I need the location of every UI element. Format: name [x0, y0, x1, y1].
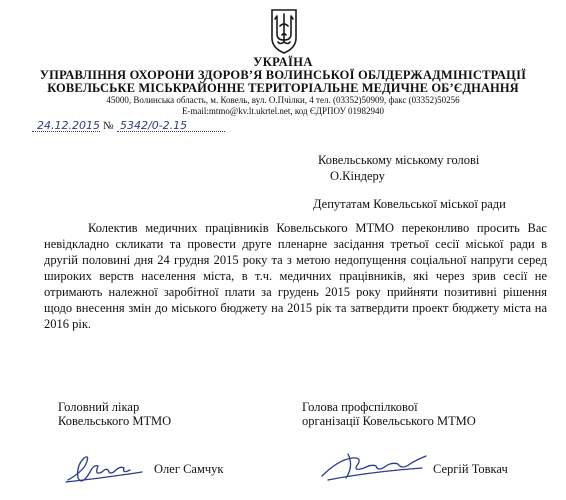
- registration-number-label: №: [103, 120, 114, 132]
- signatory-left-title: Головний лікар: [58, 400, 140, 414]
- addressee-mayor: Ковельському міському голові: [318, 153, 480, 167]
- addressee-deputies: Депутатам Ковельської міської ради: [313, 197, 506, 211]
- header-organization: КОВЕЛЬСЬКЕ МІСЬКРАЙОННЕ ТЕРИТОРІАЛЬНЕ МЕДИЧНЕ ОБ’ЄДНАННЯ: [47, 81, 519, 95]
- signatory-right-organization: організації Ковельського МТМО: [302, 414, 476, 428]
- registration-number: 5342/0-2.15: [120, 119, 188, 132]
- addressee-mayor-name: О.Кіндеру: [330, 169, 385, 183]
- registration-date: 24.12.2015: [37, 119, 100, 132]
- header-email: E-mail:mtmo@kv.lt.ukrtel.net, код ЄДРПОУ 01982940: [181, 106, 385, 116]
- header-address: 45000, Волинська область, м. Ковель, вул. О.Пчілки, 4 тел. (03352)50909, факс (03352)50256: [106, 95, 460, 105]
- signatory-right-title: Голова профспілкової: [302, 400, 418, 414]
- signature-left-image: [64, 442, 144, 488]
- signatory-left-name: Олег Самчук: [154, 462, 224, 476]
- letter-paragraph: Колектив медичних працівників Ковельського МТМО переконливо просить Вас невідкладно скликати та провести друге пленарне засідання третьої сесії міської ради в другій половині дня 24 грудня 2015 року та з метою недопущення соціальної напруги серед широких верств населення міста, в т.ч. медичних працівників, які через зрив сесії не отримають належної заробітної плати за грудень 2015 року прийняти позитивні рішення щодо внесення змін до міського бюджету на 2015 рік та затвердити проект бюджету міста на 2016 рік.: [44, 221, 547, 331]
- header-country: УКРАЇНА: [253, 55, 313, 69]
- trident-emblem-icon: [270, 8, 298, 54]
- header-department: УПРАВЛІННЯ ОХОРОНИ ЗДОРОВ’Я ВОЛИНСЬКОЇ ОБЛДЕРЖАДМІНІСТРАЦІЇ: [39, 68, 527, 82]
- signatory-right-name: Сергій Товкач: [433, 462, 508, 476]
- signatory-left-organization: Ковельського МТМО: [58, 414, 172, 428]
- letter-body: [44, 220, 547, 332]
- signature-right-image: [318, 446, 430, 486]
